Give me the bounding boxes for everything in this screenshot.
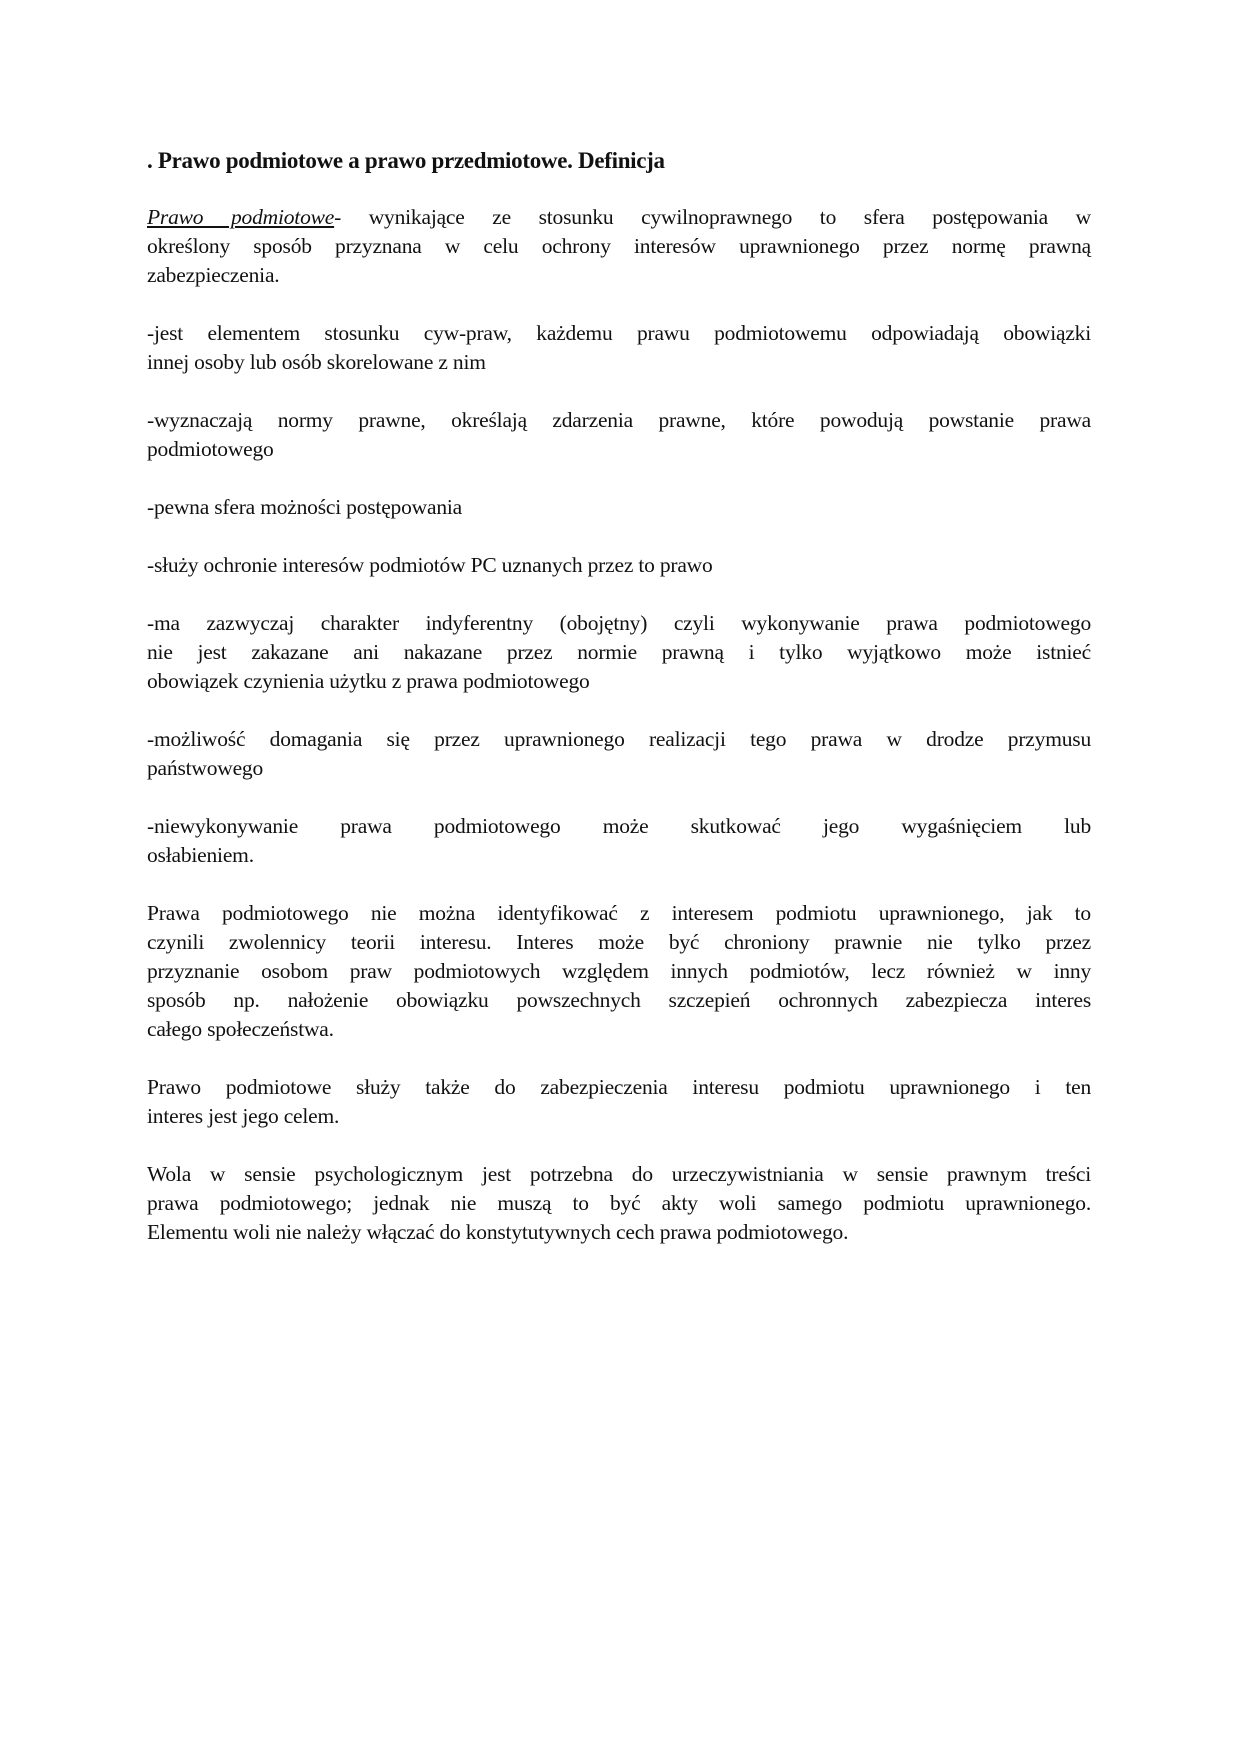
paragraph-line: osłabieniem.	[147, 843, 254, 867]
paragraph-line: obowiązek czynienia użytku z prawa podmiotowego	[147, 669, 590, 693]
paragraph-line: Prawo podmiotowe służy także do zabezpieczenia interesu podmiotu uprawnionego i ten	[147, 1075, 1091, 1099]
body-paragraph	[147, 406, 1091, 464]
body-paragraph	[147, 1160, 1091, 1247]
document-page	[147, 146, 1091, 1276]
paragraph-line: -możliwość domagania się przez uprawnionego realizacji tego prawa w drodze przymusu	[147, 727, 1091, 751]
body-paragraph	[147, 493, 1091, 522]
paragraph-line: -służy ochronie interesów podmiotów PC uznanych przez to prawo	[147, 553, 713, 577]
paragraph-line: Elementu woli nie należy włączać do konstytutywnych cech prawa podmiotowego.	[147, 1220, 849, 1244]
paragraph-line: przyznanie osobom praw podmiotowych względem innych podmiotów, lecz również w inny	[147, 959, 1091, 983]
body-paragraph	[147, 725, 1091, 783]
paragraph-line: czynili zwolennicy teorii interesu. Interes może być chroniony prawnie nie tylko przez	[147, 930, 1091, 954]
paragraph-line: zabezpieczenia.	[147, 263, 280, 287]
paragraph-line: podmiotowego	[147, 437, 274, 461]
paragraph-line: sposób np. nałożenie obowiązku powszechnych szczepień ochronnych zabezpiecza interes	[147, 988, 1091, 1012]
body-paragraph	[147, 551, 1091, 580]
paragraph-line: innej osoby lub osób skorelowane z nim	[147, 350, 486, 374]
paragraph-line: prawa podmiotowego; jednak nie muszą to być akty woli samego podmiotu uprawnionego.	[147, 1191, 1091, 1215]
paragraph-line	[147, 203, 1091, 232]
paragraph-line: całego społeczeństwa.	[147, 1017, 334, 1041]
paragraph-line: Prawa podmiotowego nie można identyfikować z interesem podmiotu uprawnionego, jak to	[147, 901, 1091, 925]
body-paragraph	[147, 1073, 1091, 1131]
definition-paragraph	[147, 203, 1091, 290]
paragraph-line: -niewykonywanie prawa podmiotowego może skutkować jego wygaśnięciem lub	[147, 814, 1091, 838]
body-paragraph	[147, 319, 1091, 377]
paragraph-line: interes jest jego celem.	[147, 1104, 340, 1128]
paragraph-line: -ma zazwyczaj charakter indyferentny (obojętny) czyli wykonywanie prawa podmiotowego	[147, 611, 1091, 635]
paragraph-line: nie jest zakazane ani nakazane przez normie prawną i tylko wyjątkowo może istnieć	[147, 640, 1091, 664]
paragraph-line: -wyznaczają normy prawne, określają zdarzenia prawne, które powodują powstanie prawa	[147, 408, 1091, 432]
paragraph-line: -jest elementem stosunku cyw-praw, każdemu prawu podmiotowemu odpowiadają obowiązki	[147, 321, 1091, 345]
body-paragraphs	[147, 319, 1091, 1247]
body-paragraph	[147, 609, 1091, 696]
paragraph-line: -pewna sfera możności postępowania	[147, 495, 462, 519]
paragraph-line: określony sposób przyznana w celu ochrony interesów uprawnionego przez normę prawną	[147, 234, 1091, 258]
body-paragraph	[147, 899, 1091, 1044]
paragraph-line: Wola w sensie psychologicznym jest potrzebna do urzeczywistniania w sensie prawnym treści	[147, 1162, 1091, 1186]
document-title: . Prawo podmiotowe a prawo przedmiotowe. Definicja	[147, 148, 665, 173]
definition-text: - wynikające ze stosunku cywilnoprawnego to sfera postępowania w	[334, 205, 1092, 229]
paragraph-line: państwowego	[147, 756, 264, 780]
body-paragraph	[147, 812, 1091, 870]
defined-term: Prawo podmiotowe	[147, 205, 335, 229]
